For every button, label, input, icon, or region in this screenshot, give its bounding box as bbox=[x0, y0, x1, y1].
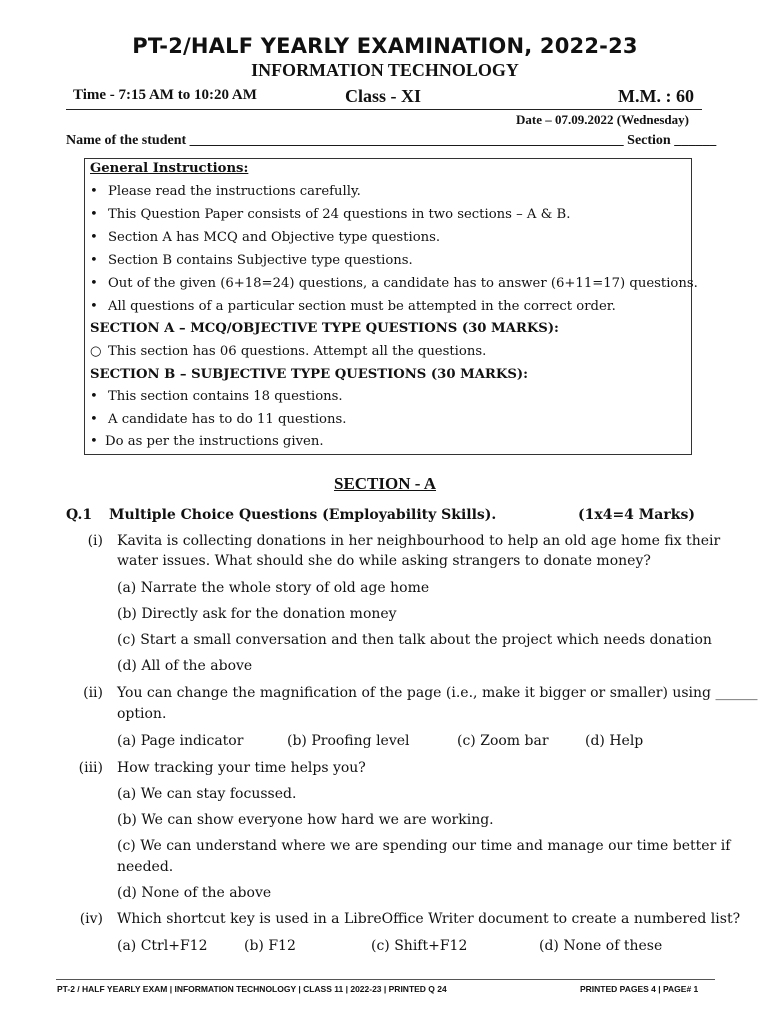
instruction-item: • Section A has MCQ and Objective type questions. bbox=[90, 230, 441, 245]
answer-option: (c) We can understand where we are spending our time and manage our time better if bbox=[117, 838, 731, 854]
answer-option: (a) Page indicator bbox=[117, 733, 244, 749]
instruction-item: • Out of the given (6+18=24) questions, a candidate has to answer (6+11=17) questions. bbox=[90, 276, 698, 291]
section-a-instructions-heading: SECTION A – MCQ/OBJECTIVE TYPE QUESTIONS (30 MARKS): bbox=[90, 321, 559, 336]
subquestion-number: (i) bbox=[87, 533, 103, 549]
subquestion-number: (iii) bbox=[78, 760, 103, 776]
question-marks: (1x4=4 Marks) bbox=[578, 507, 695, 523]
answer-option: (b) We can show everyone how hard we are working. bbox=[117, 812, 494, 828]
instruction-item: • This section contains 18 questions. bbox=[90, 389, 343, 404]
answer-option: (b) F12 bbox=[244, 938, 296, 954]
section-b-instructions-heading: SECTION B – SUBJECTIVE TYPE QUESTIONS (30 MARKS): bbox=[90, 367, 528, 382]
exam-time: Time - 7:15 AM to 10:20 AM bbox=[73, 87, 257, 103]
question-text: water issues. What should she do while asking strangers to donate money? bbox=[117, 553, 651, 569]
footer-right: PRINTED PAGES 4 | PAGE# 1 bbox=[580, 984, 699, 994]
question-text: Which shortcut key is used in a LibreOffice Writer document to create a numbered list? bbox=[117, 911, 741, 927]
answer-option: (a) Ctrl+F12 bbox=[117, 938, 208, 954]
instructions-heading: General Instructions: bbox=[90, 161, 249, 176]
question-text: You can change the magnification of the page (i.e., make it bigger or smaller) using ______ bbox=[117, 685, 758, 701]
exam-title: PT-2/HALF YEARLY EXAMINATION, 2022-23 bbox=[132, 34, 638, 58]
student-name-line: Name of the student ______________________________________________________________ Section ______ bbox=[66, 133, 717, 148]
question-title: Multiple Choice Questions (Employability Skills). bbox=[109, 507, 497, 523]
instruction-item: • Section B contains Subjective type questions. bbox=[90, 253, 413, 268]
answer-option: (d) Help bbox=[585, 733, 644, 749]
instruction-item: • Do as per the instructions given. bbox=[90, 434, 324, 449]
subquestion-number: (ii) bbox=[83, 685, 103, 701]
answer-option: (a) Narrate the whole story of old age home bbox=[117, 580, 430, 596]
instruction-item: • A candidate has to do 11 questions. bbox=[90, 412, 347, 427]
exam-class: Class - XI bbox=[345, 86, 422, 106]
subject-title: INFORMATION TECHNOLOGY bbox=[251, 60, 519, 80]
instruction-item: • This Question Paper consists of 24 questions in two sections – A & B. bbox=[90, 207, 571, 222]
question-text: Kavita is collecting donations in her neighbourhood to help an old age home fix their bbox=[117, 533, 721, 549]
answer-option: (b) Directly ask for the donation money bbox=[117, 606, 397, 622]
answer-option: (d) All of the above bbox=[117, 658, 253, 674]
question-text: option. bbox=[117, 706, 167, 722]
answer-option: (d) None of these bbox=[539, 938, 663, 954]
question-text: How tracking your time helps you? bbox=[117, 760, 366, 776]
max-marks: M.M. : 60 bbox=[618, 86, 694, 106]
answer-option: (b) Proofing level bbox=[287, 733, 410, 749]
exam-date: Date – 07.09.2022 (Wednesday) bbox=[516, 112, 689, 127]
section-a-title: SECTION - A bbox=[333, 474, 437, 493]
footer-left: PT-2 / HALF YEARLY EXAM | INFORMATION TECHNOLOGY | CLASS 11 | 2022-23 | PRINTED Q 24 bbox=[57, 984, 447, 994]
subquestion-number: (iv) bbox=[79, 911, 103, 927]
question-number: Q.1 bbox=[66, 507, 93, 523]
header-rule bbox=[66, 109, 702, 110]
answer-option: (c) Zoom bar bbox=[457, 733, 549, 749]
answer-option: (c) Start a small conversation and then talk about the project which needs donation bbox=[117, 632, 712, 648]
answer-option: (d) None of the above bbox=[117, 885, 272, 901]
answer-option: (c) Shift+F12 bbox=[371, 938, 468, 954]
instruction-item: ○ This section has 06 questions. Attempt all the questions. bbox=[90, 344, 487, 359]
answer-option: (a) We can stay focussed. bbox=[117, 786, 297, 802]
answer-option: needed. bbox=[117, 859, 174, 875]
instruction-item: • Please read the instructions carefully. bbox=[90, 184, 361, 199]
instruction-item: • All questions of a particular section must be attempted in the correct order. bbox=[90, 299, 616, 314]
footer-rule bbox=[56, 979, 715, 980]
